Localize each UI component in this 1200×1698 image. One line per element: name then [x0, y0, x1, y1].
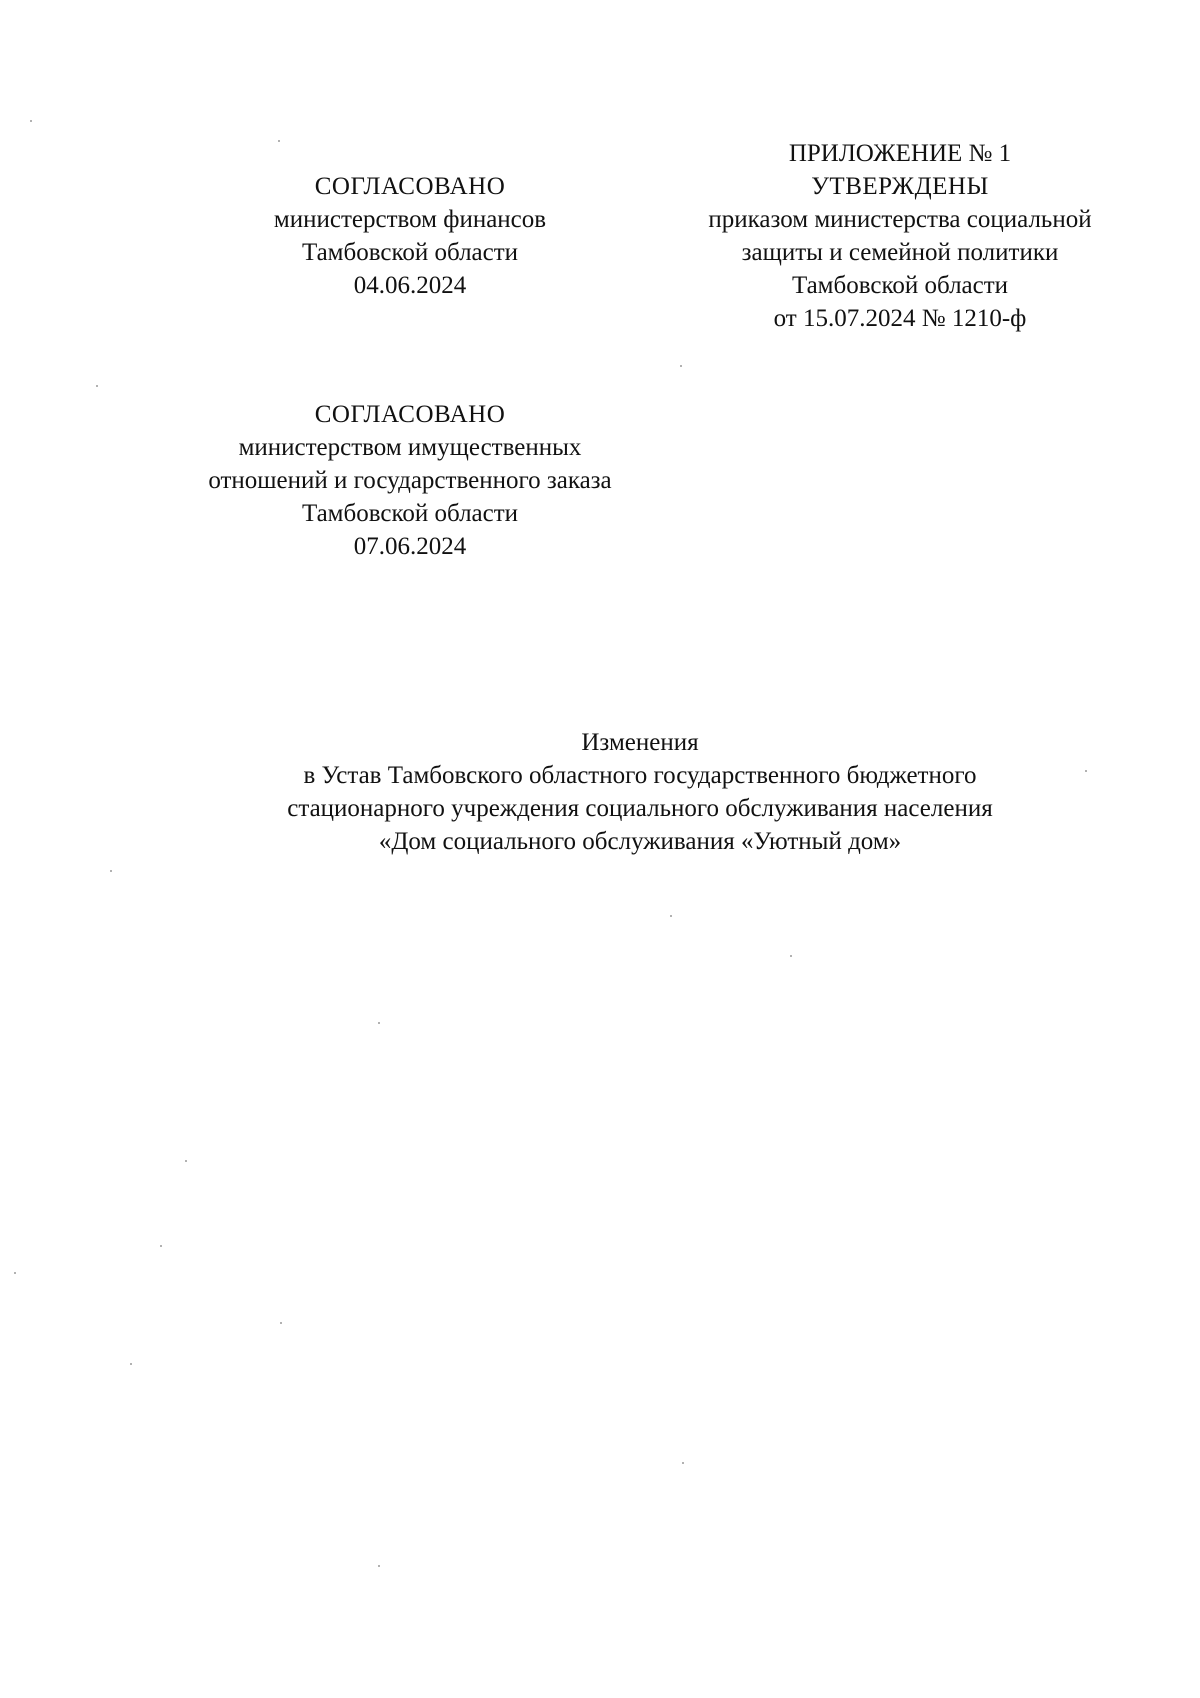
- document-title-line: в Устав Тамбовского областного государственного бюджетного: [303, 762, 977, 789]
- scan-speck: [160, 1245, 162, 1247]
- agreed-property-heading: СОГЛАСОВАНО: [314, 401, 506, 428]
- scan-speck: [278, 140, 280, 142]
- agreed-finance-block: [210, 170, 610, 302]
- agreed-property-date: 07.06.2024: [353, 533, 467, 560]
- document-title-line: стационарного учреждения социального обслуживания населения: [287, 795, 993, 822]
- document-title-line: «Дом социального обслуживания «Уютный дом»: [378, 828, 902, 855]
- scan-speck: [378, 1565, 380, 1567]
- approved-heading: УТВЕРЖДЕНЫ: [811, 173, 989, 200]
- agreed-finance-date: 04.06.2024: [353, 272, 467, 299]
- appendix-number: ПРИЛОЖЕНИЕ № 1: [788, 140, 1012, 167]
- scan-speck: [280, 1322, 282, 1324]
- agreed-finance-line: министерством финансов: [273, 206, 547, 233]
- agreed-finance-line: Тамбовской области: [301, 239, 519, 266]
- approved-line: Тамбовской области: [791, 272, 1009, 299]
- agreed-property-block: [150, 398, 670, 563]
- scan-speck: [682, 1462, 684, 1464]
- scan-speck: [30, 120, 32, 122]
- approved-order-reference: от 15.07.2024 № 1210-ф: [773, 305, 1027, 332]
- agreed-property-line: отношений и государственного заказа: [208, 467, 612, 494]
- agreed-finance-heading: СОГЛАСОВАНО: [314, 173, 506, 200]
- scan-speck: [378, 1022, 380, 1024]
- scan-speck: [670, 915, 672, 917]
- scan-speck: [680, 365, 682, 367]
- agreed-property-line: Тамбовской области: [301, 500, 519, 527]
- approval-stamp-block: [660, 137, 1140, 335]
- scan-speck: [96, 385, 98, 387]
- agreed-property-line: министерством имущественных: [238, 434, 582, 461]
- scan-speck: [110, 870, 112, 872]
- approved-line: защиты и семейной политики: [741, 239, 1059, 266]
- document-title-block: [180, 726, 1100, 858]
- scan-speck: [790, 955, 792, 957]
- scan-speck: [130, 1363, 132, 1365]
- document-title-heading: Изменения: [581, 729, 699, 756]
- approved-line: приказом министерства социальной: [708, 206, 1092, 233]
- scan-speck: [1085, 770, 1087, 772]
- scan-speck: [185, 1160, 187, 1162]
- scan-speck: [14, 1272, 16, 1274]
